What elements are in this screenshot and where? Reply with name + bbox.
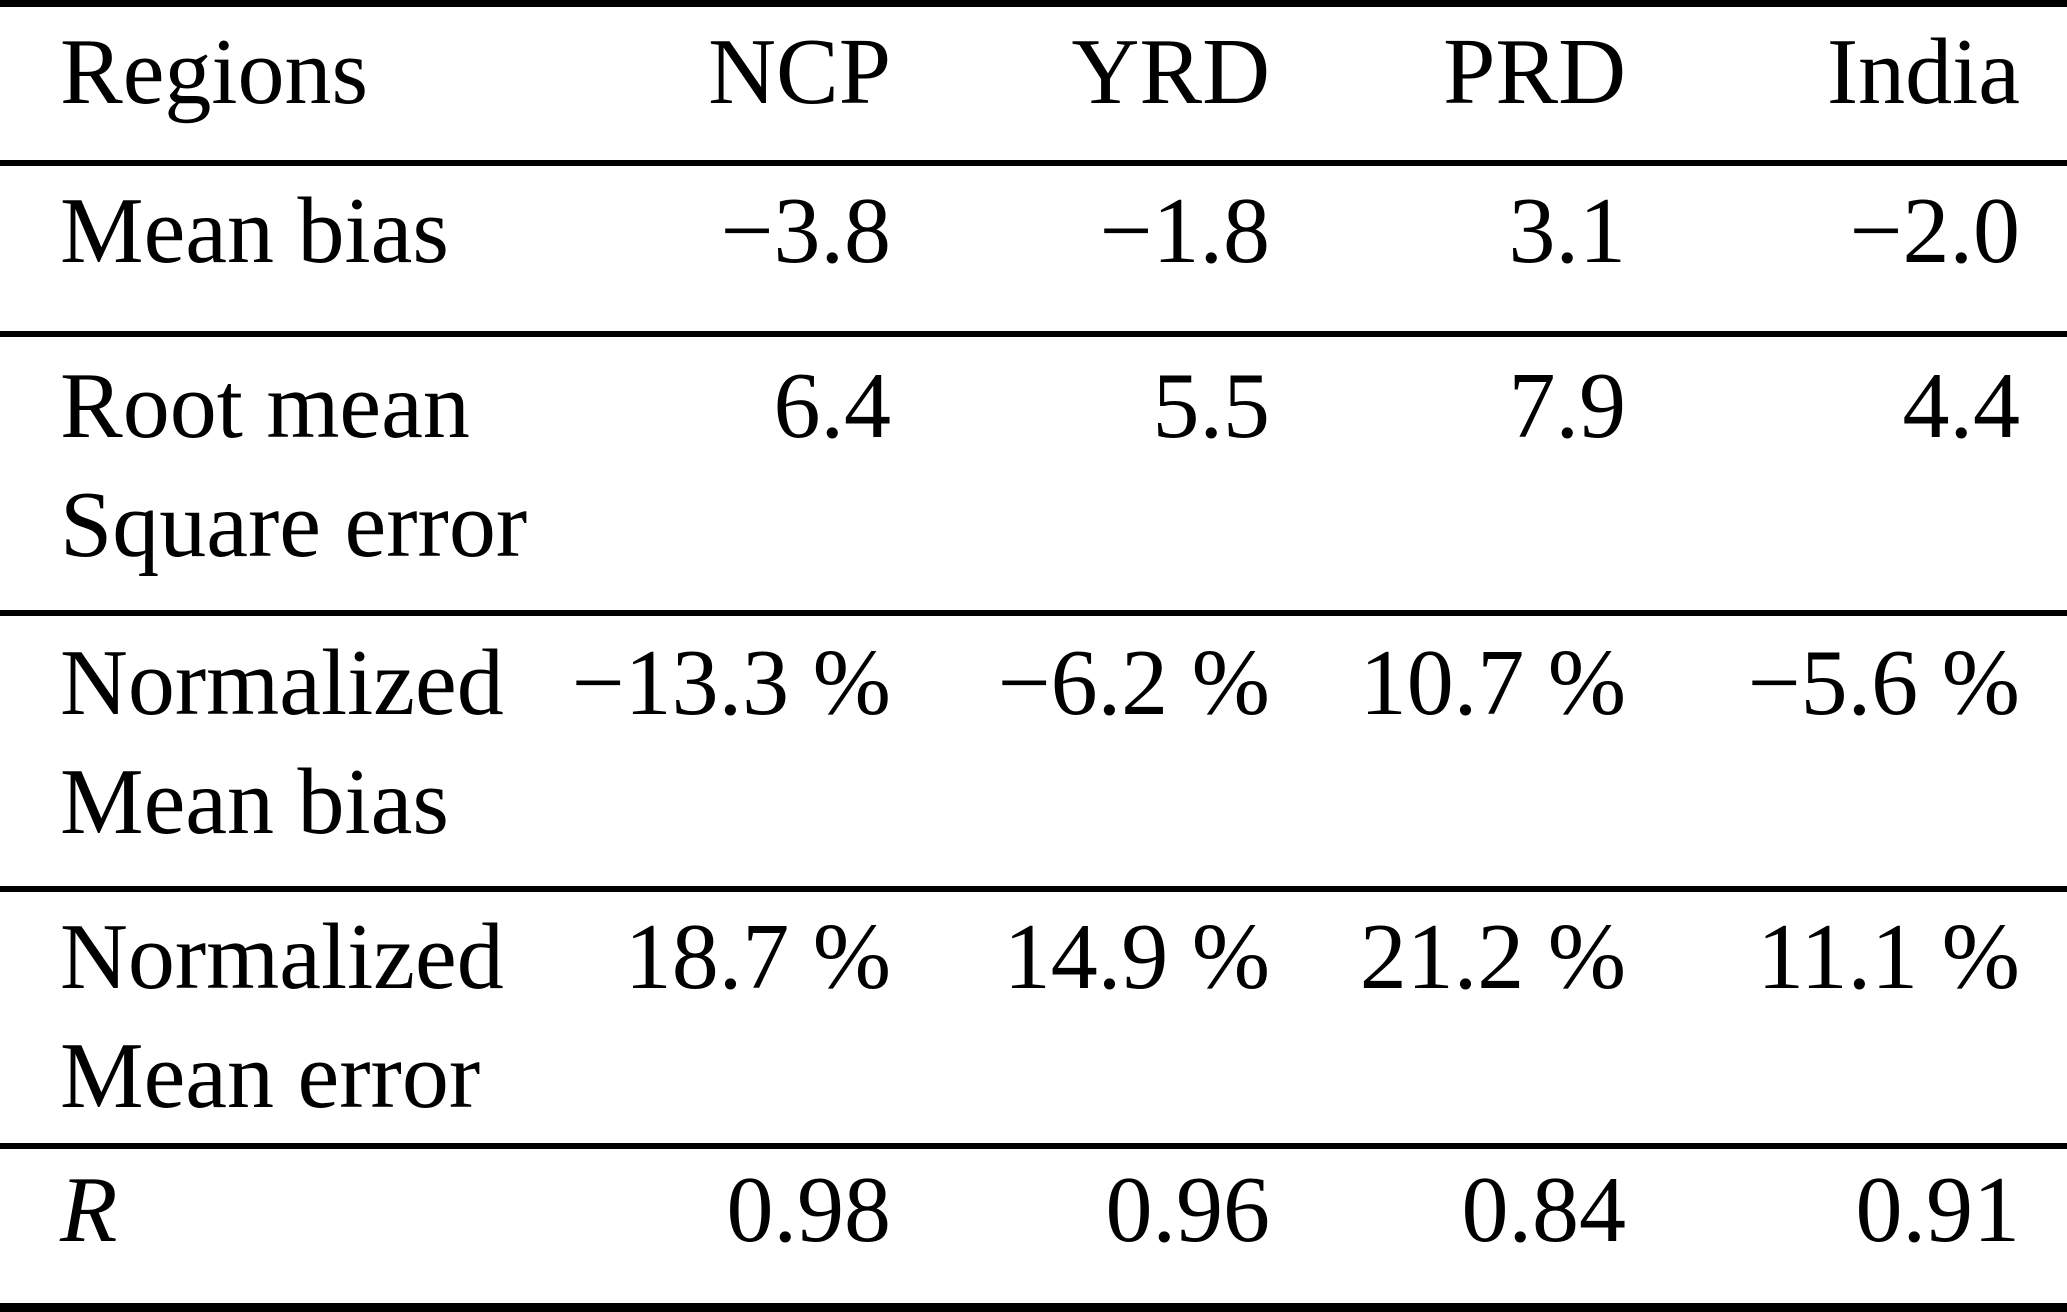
- table-row-rmse: [0, 337, 2067, 616]
- table-cell: −2.0: [1849, 179, 2020, 283]
- row-label: [0, 624, 560, 863]
- row-label-line: Square error: [60, 473, 528, 578]
- row-label-line: Mean error: [60, 1024, 481, 1129]
- table-cell: 0.96: [1105, 1158, 1270, 1262]
- table-cell: −6.2 %: [997, 631, 1270, 735]
- table-cell: 11.1 %: [1757, 905, 2020, 1009]
- row-label-line: Mean bias: [60, 179, 449, 283]
- table-cell: 10.7 %: [1359, 631, 1626, 735]
- row-label-line: Normalized: [60, 905, 504, 1009]
- table-cell: 0.91: [1855, 1158, 2020, 1262]
- table-row-correlation: [0, 1149, 2067, 1303]
- table-cell: 14.9 %: [1003, 905, 1270, 1009]
- row-label-line: Root mean: [60, 354, 470, 458]
- table-row-normalized-mean-error: [0, 892, 2067, 1149]
- column-header-yrd: YRD: [1071, 20, 1270, 124]
- row-label-line: Normalized: [60, 631, 504, 735]
- column-header-ncp: NCP: [708, 20, 891, 124]
- table-cell: 5.5: [1152, 354, 1270, 458]
- table-cell: −3.8: [720, 179, 891, 283]
- table-cell: 7.9: [1508, 354, 1626, 458]
- row-label: [0, 1151, 560, 1270]
- column-header-prd: PRD: [1443, 20, 1626, 124]
- row-label: [0, 898, 560, 1137]
- table-cell: 18.7 %: [624, 905, 891, 1009]
- row-label: [0, 172, 560, 291]
- table-header-row: [0, 7, 2067, 166]
- table-cell: 21.2 %: [1359, 905, 1626, 1009]
- table-cell: 0.84: [1461, 1158, 1626, 1262]
- table-row-mean-bias: [0, 166, 2067, 337]
- table-cell: 0.98: [726, 1158, 891, 1262]
- column-header-india: India: [1826, 20, 2020, 124]
- table-row-normalized-mean-bias: [0, 616, 2067, 892]
- row-label-line: R: [60, 1158, 118, 1262]
- table-cell: −13.3 %: [571, 631, 891, 735]
- table-cell: 3.1: [1508, 179, 1626, 283]
- table-cell: −5.6 %: [1747, 631, 2020, 735]
- column-header-regions: Regions: [60, 20, 369, 124]
- row-label-line: Mean bias: [60, 750, 449, 855]
- table-cell: 6.4: [773, 354, 891, 458]
- table-cell: −1.8: [1099, 179, 1270, 283]
- row-label: [0, 347, 560, 586]
- table-cell: 4.4: [1902, 354, 2020, 458]
